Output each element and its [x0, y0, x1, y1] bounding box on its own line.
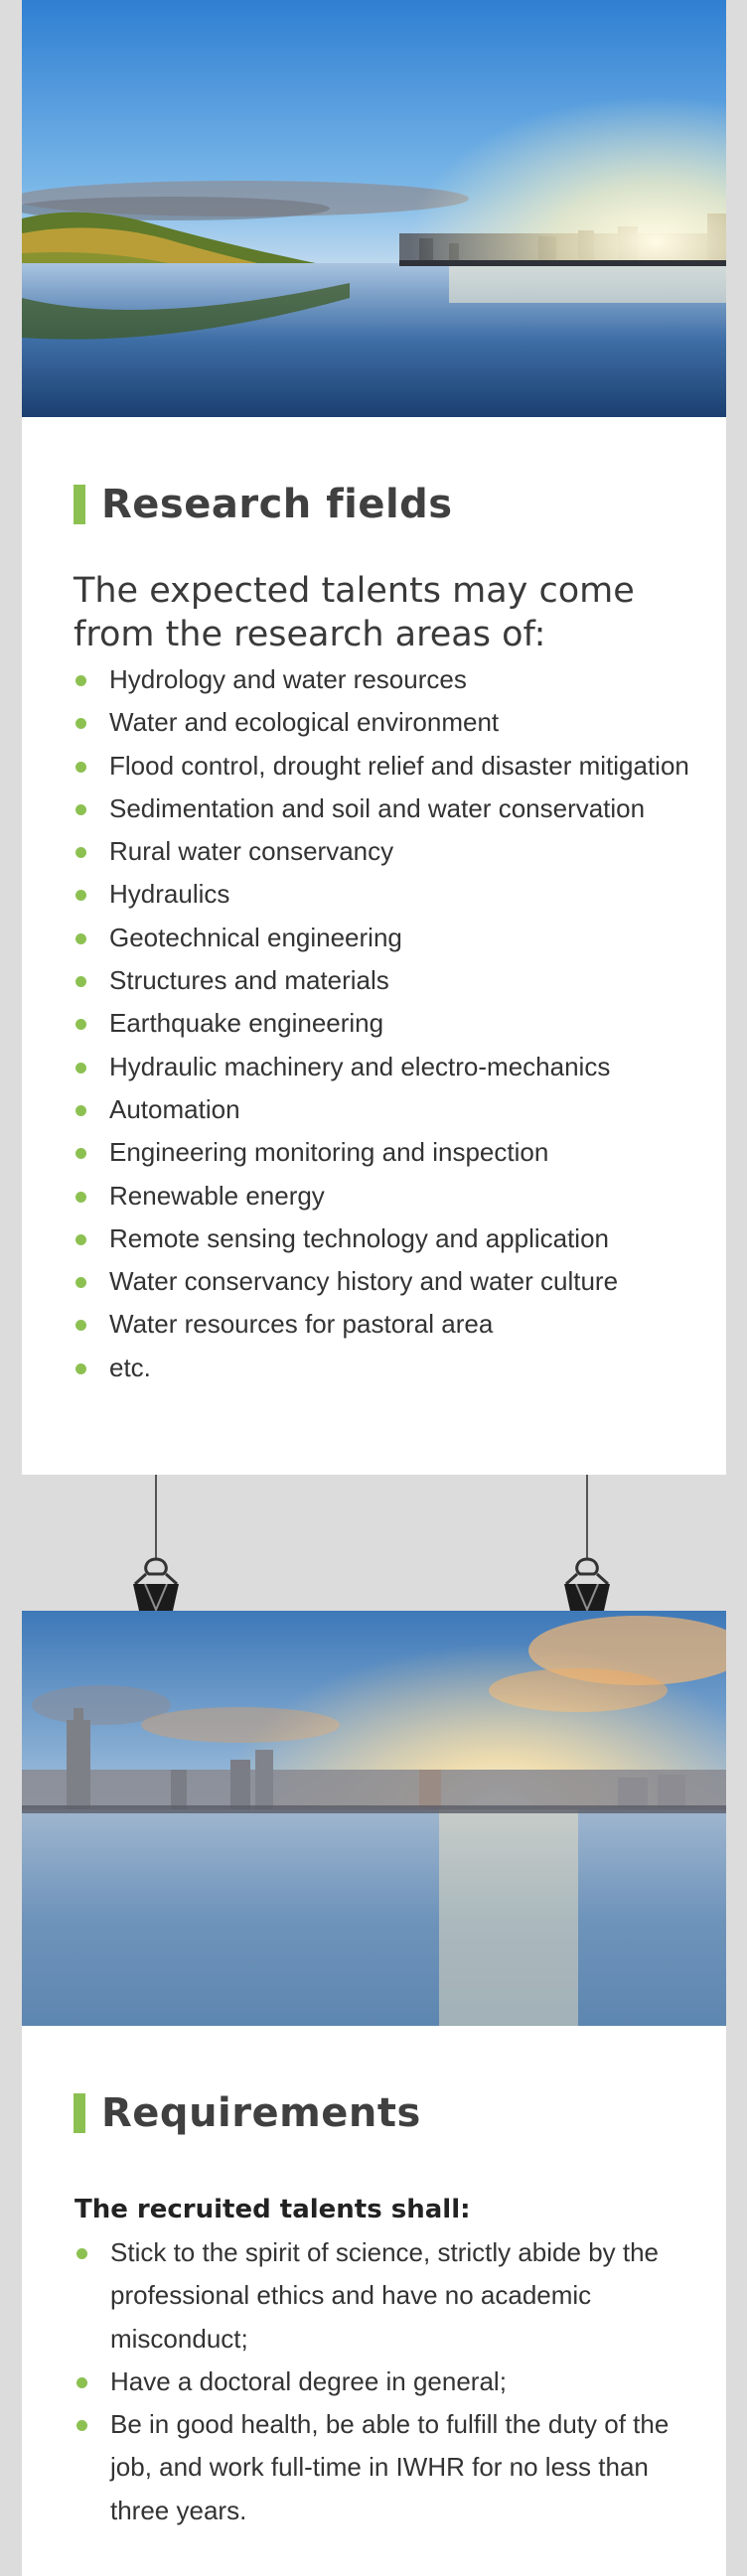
- bullet-dot-icon: [75, 976, 86, 987]
- list-item: [74, 1088, 709, 1131]
- list-item: [74, 1217, 709, 1260]
- bullet-dot-icon: [76, 2248, 87, 2259]
- list-item-text: Sedimentation and soil and water conservation: [109, 792, 646, 823]
- bullet-dot-icon: [75, 1192, 86, 1203]
- list-item-text: Renewable energy: [109, 1180, 325, 1211]
- list-item-text: Have a doctoral degree in general;: [110, 2365, 507, 2396]
- bullet-dot-icon: [75, 933, 86, 944]
- bullet-dot-icon: [75, 762, 86, 773]
- list-item: [74, 1347, 709, 1389]
- research-fields-card: [22, 0, 726, 1475]
- requirements-card: [22, 1611, 726, 2576]
- list-item: [74, 745, 709, 787]
- list-item-text: Water conservancy history and water culture: [109, 1266, 619, 1297]
- list-item-text: Hydrology and water resources: [109, 664, 467, 694]
- list-item-text: Earthquake engineering: [109, 1008, 384, 1039]
- bullet-dot-icon: [75, 804, 86, 815]
- list-item: [74, 959, 709, 1002]
- list-item: [74, 787, 709, 830]
- list-item: [74, 830, 709, 873]
- list-item-text: Be in good health, be able to fulfill the duty of the job, and work full-time in IWHR for no less than three years.: [110, 2409, 670, 2525]
- list-item-text: Geotechnical engineering: [109, 922, 402, 952]
- list-item-text: Hydraulic machinery and electro-mechanics: [109, 1051, 611, 1081]
- list-item: [74, 1002, 709, 1045]
- list-item: [74, 1131, 709, 1174]
- bullet-dot-icon: [75, 847, 86, 858]
- requirements-intro: The recruited talents shall:: [75, 2195, 471, 2224]
- list-item: [74, 1046, 709, 1088]
- list-item: [74, 701, 709, 744]
- binder-clip-left: [131, 1475, 181, 1614]
- list-item-text: etc.: [109, 1352, 151, 1382]
- bullet-dot-icon: [76, 2420, 87, 2431]
- bullet-dot-icon: [75, 718, 86, 729]
- bullet-dot-icon: [75, 1105, 86, 1116]
- list-item: [74, 1303, 709, 1346]
- list-item: [75, 2231, 710, 2361]
- list-item-text: Structures and materials: [109, 965, 389, 996]
- bullet-dot-icon: [76, 2377, 87, 2388]
- list-item: [74, 1260, 709, 1303]
- harbor-skyline-photo: [22, 1611, 726, 2026]
- requirements-heading: [74, 2090, 421, 2136]
- list-item: [74, 917, 709, 959]
- list-item-text: Water and ecological environment: [109, 707, 500, 738]
- list-item: [75, 2403, 710, 2532]
- bullet-dot-icon: [75, 890, 86, 901]
- section-title: Research fields: [101, 482, 453, 527]
- bullet-dot-icon: [75, 1277, 86, 1288]
- list-item: [74, 873, 709, 916]
- bullet-dot-icon: [75, 1363, 86, 1374]
- list-item: [75, 2361, 710, 2403]
- list-item-text: Water resources for pastoral area: [109, 1309, 494, 1340]
- bullet-dot-icon: [75, 675, 86, 686]
- list-item-text: Engineering monitoring and inspection: [109, 1137, 549, 1168]
- list-item-text: Remote sensing technology and application: [109, 1222, 610, 1253]
- list-item-text: Automation: [109, 1093, 240, 1124]
- research-fields-heading: [74, 482, 453, 527]
- accent-bar: [74, 485, 85, 524]
- requirements-list: [75, 2231, 710, 2532]
- list-item: [74, 1175, 709, 1217]
- research-fields-intro: The expected talents may come from the research areas of:: [74, 571, 635, 654]
- list-item-text: Hydraulics: [109, 879, 230, 910]
- list-item: [74, 658, 709, 701]
- bullet-dot-icon: [75, 1148, 86, 1159]
- binder-clip-right: [562, 1475, 612, 1614]
- list-item-text: Rural water conservancy: [109, 836, 394, 867]
- list-item-text: Flood control, drought relief and disaster mitigation: [109, 750, 689, 781]
- bullet-dot-icon: [75, 1320, 86, 1331]
- accent-bar: [74, 2093, 85, 2133]
- bullet-dot-icon: [75, 1019, 86, 1030]
- river-city-photo: [22, 0, 726, 417]
- bullet-dot-icon: [75, 1234, 86, 1245]
- list-item-text: Stick to the spirit of science, strictly abide by the professional ethics and have no academic misconduct;: [110, 2237, 660, 2354]
- research-fields-list: [74, 658, 709, 1389]
- section-title: Requirements: [101, 2090, 421, 2136]
- bullet-dot-icon: [75, 1063, 86, 1073]
